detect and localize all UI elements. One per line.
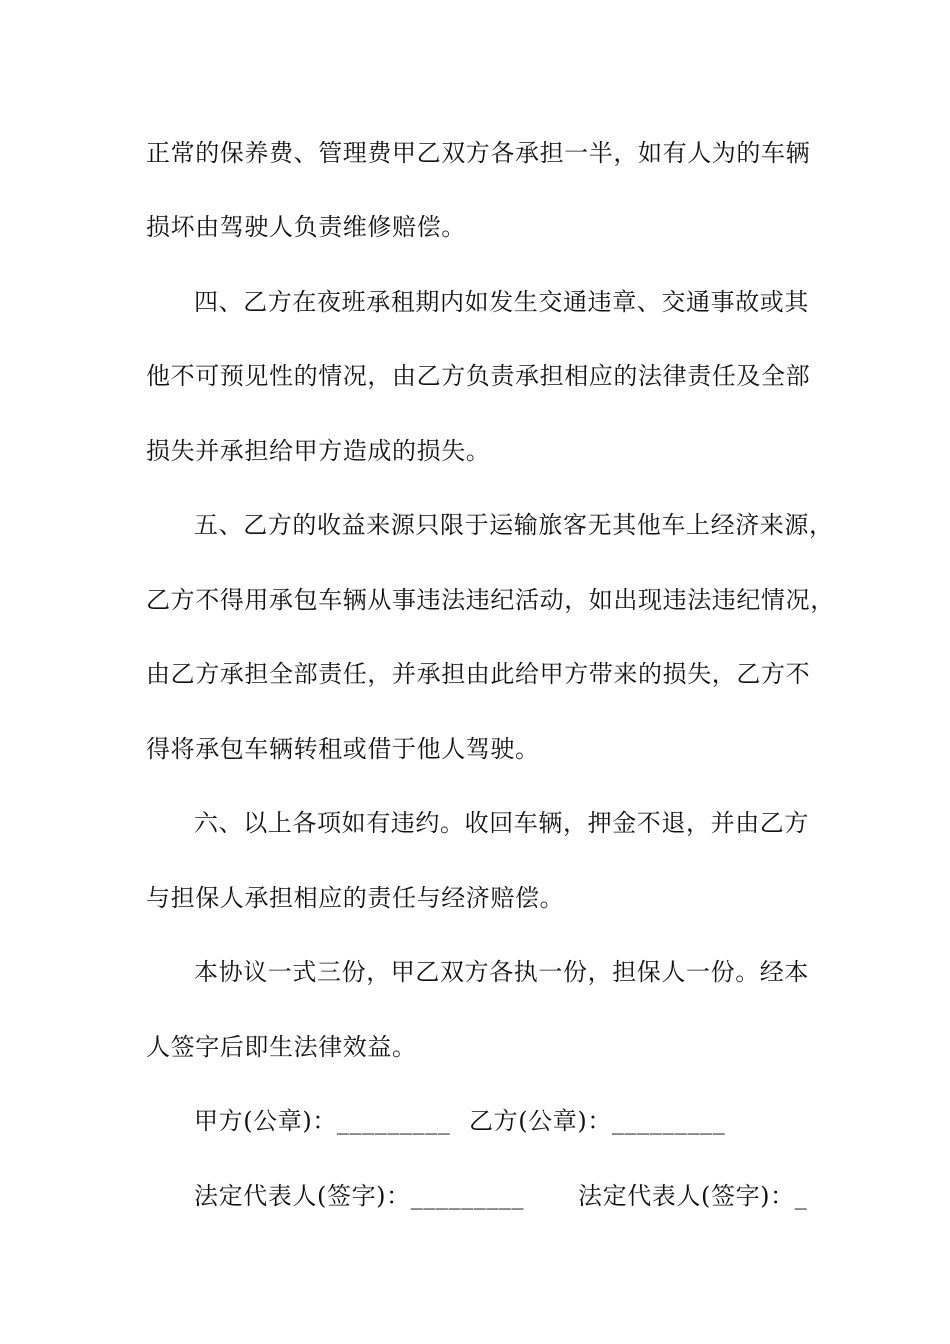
paragraph-line: 乙方不得用承包车辆从事违法违纪活动，如出现违法违纪情况，	[146, 586, 835, 614]
paragraph-line: 五、乙方的收益来源只限于运输旅客无其他车上经济来源，	[194, 511, 834, 539]
party-b-representative-field: 法定代表人(签字)：_	[578, 1182, 808, 1210]
paragraph-line: 人签字后即生法律效益。	[146, 1033, 417, 1061]
paragraph-line: 得将承包车辆转租或借于他人驾驶。	[146, 735, 540, 763]
paragraph-line: 与担保人承担相应的责任与经济赔偿。	[146, 884, 565, 912]
party-b-seal-field: 乙方(公章)：_________	[469, 1107, 726, 1135]
paragraph-line: 损坏由驾驶人负责维修赔偿。	[146, 213, 466, 241]
paragraph-line: 本协议一式三份，甲乙双方各执一份，担保人一份。经本	[194, 958, 809, 986]
party-a-seal-field: 甲方(公章)：_________	[194, 1107, 451, 1135]
paragraph-line: 损失并承担给甲方造成的损失。	[146, 437, 491, 465]
paragraph-line: 他不可预见性的情况，由乙方负责承担相应的法律责任及全部	[146, 362, 811, 390]
paragraph-line: 由乙方承担全部责任，并承担由此给甲方带来的损失，乙方不	[146, 660, 811, 688]
paragraph-line: 六、以上各项如有违约。收回车辆，押金不退，并由乙方	[194, 809, 809, 837]
party-a-representative-field: 法定代表人(签字)：_________	[194, 1182, 525, 1210]
paragraph-line: 正常的保养费、管理费甲乙双方各承担一半，如有人为的车辆	[146, 139, 811, 167]
paragraph-line: 四、乙方在夜班承租期内如发生交通违章、交通事故或其	[194, 288, 809, 316]
